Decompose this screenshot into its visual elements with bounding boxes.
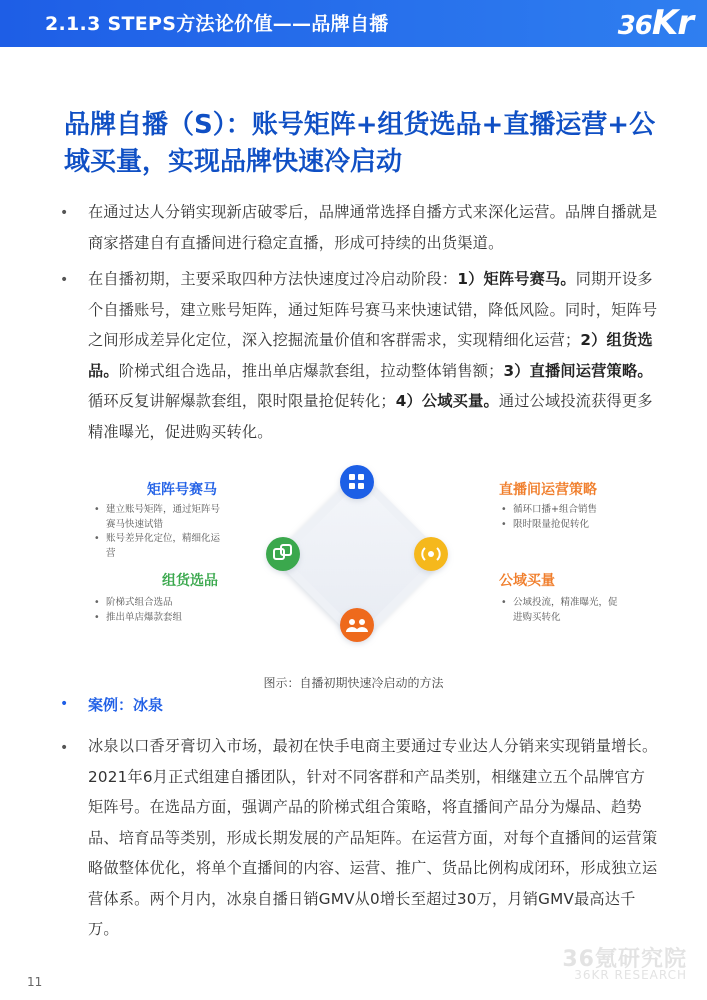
watermark-en: 36KR RESEARCH xyxy=(574,968,687,982)
grid-icon xyxy=(340,465,374,499)
figure-caption: 图示：自播初期快速冷启动的方法 xyxy=(263,676,444,690)
p2-text-g: 循环反复讲解爆款套组，限时限量抢促转化； xyxy=(88,392,396,410)
page-title: 品牌自播（S）：账号矩阵+组货选品+直播运营+公域买量，实现品牌快速冷启动 xyxy=(64,110,656,177)
quad-item: • 推出单店爆款套组 xyxy=(94,611,229,626)
copy-icon xyxy=(266,537,300,571)
quad-item: • 建立账号矩阵，通过矩阵号赛马快速试错 xyxy=(94,503,229,532)
p2-text-a: 在自播初期，主要采取四种方法快速度过冷启动阶段： xyxy=(88,270,458,288)
p2-text-c: 同期开设多个自播账号，建立账号矩阵，通过矩阵号赛马来快速试错，降低风险。同时，矩阵号之间形成差异化定位，深入挖掘流量价值和客群需求，实现精细化运营； xyxy=(88,270,658,349)
bullet-2: • xyxy=(60,272,69,288)
bullet-3: • xyxy=(60,740,69,756)
quad-title-live-ops: 直播间运营策略 xyxy=(499,482,597,498)
p2-bold-h: 4）公域买量。 xyxy=(395,392,499,410)
quad-list-matrix xyxy=(94,503,229,561)
logo-letters: Kr xyxy=(651,3,693,43)
quad-title-products: 组货选品 xyxy=(162,573,218,589)
header-bar xyxy=(0,0,707,47)
logo-number: 36 xyxy=(617,11,652,41)
watermark-cn: 36氪研究院 xyxy=(562,947,687,972)
quad-item: • 公域投流，精准曝光，促进购买转化 xyxy=(501,596,621,625)
quad-item: • 限时限量抢促转化 xyxy=(501,518,641,533)
p2-bold-f: 3）直播间运营策略。 xyxy=(503,361,653,380)
p2-bold-b: 1）矩阵号赛马。 xyxy=(457,270,576,288)
page-number: 11 xyxy=(27,975,43,989)
section-title: 2.1.3 STEPS方法论价值——品牌自播 xyxy=(45,13,389,35)
users-icon xyxy=(340,608,374,642)
cold-start-diagram xyxy=(70,455,650,665)
36kr-logo xyxy=(618,0,693,47)
quad-list-live-ops xyxy=(501,503,641,532)
quad-item: • 账号差异化定位，精细化运营 xyxy=(94,532,229,561)
quad-title-public-traffic: 公域买量 xyxy=(499,573,555,589)
bullet-1: • xyxy=(60,205,69,221)
p2-bold-d: 2）组货选品。 xyxy=(88,331,653,380)
case-bullet: • xyxy=(60,696,69,712)
quad-list-public-traffic xyxy=(501,596,621,625)
quad-title-matrix: 矩阵号赛马 xyxy=(147,482,217,498)
broadcast-icon xyxy=(414,537,448,571)
quad-item: • 阶梯式组合选品 xyxy=(94,596,229,611)
quad-item: • 循环口播+组合销售 xyxy=(501,503,641,518)
paragraph-2 xyxy=(88,264,658,447)
quad-list-products xyxy=(94,596,229,625)
p2-text-i: 通过公域投流获得更多精准曝光，促进购买转化。 xyxy=(88,392,653,441)
case-title: 案例：冰泉 xyxy=(88,696,164,714)
case-paragraph: 冰泉以口香牙膏切入市场，最初在快手电商主要通过专业达人分销来实现销量增长。2021年6月正式组建自播团队，针对不同客群和产品类别，相继建立五个品牌官方矩阵号。在选品方面，强调产品的阶梯式组合策略，将直播间产品分为爆品、趋势品、培育品等类别，形成长期发展的产品矩阵。在运营方面，对每个直播间的运营策略做整体优化，将单个直播间的内容、运营、推广、货品比例构成闭环，形成独立运营体系。两个月内，冰泉自播日销GMV从0增长至超过30万，月销GMV最高达千万。 xyxy=(88,737,658,938)
paragraph-1: 在通过达人分销实现新店破零后，品牌通常选择自播方式来深化运营。品牌自播就是商家搭建自有直播间进行稳定直播，形成可持续的出货渠道。 xyxy=(88,203,658,252)
p2-text-e: 阶梯式组合选品，推出单店爆款套组，拉动整体销售额； xyxy=(118,361,504,380)
